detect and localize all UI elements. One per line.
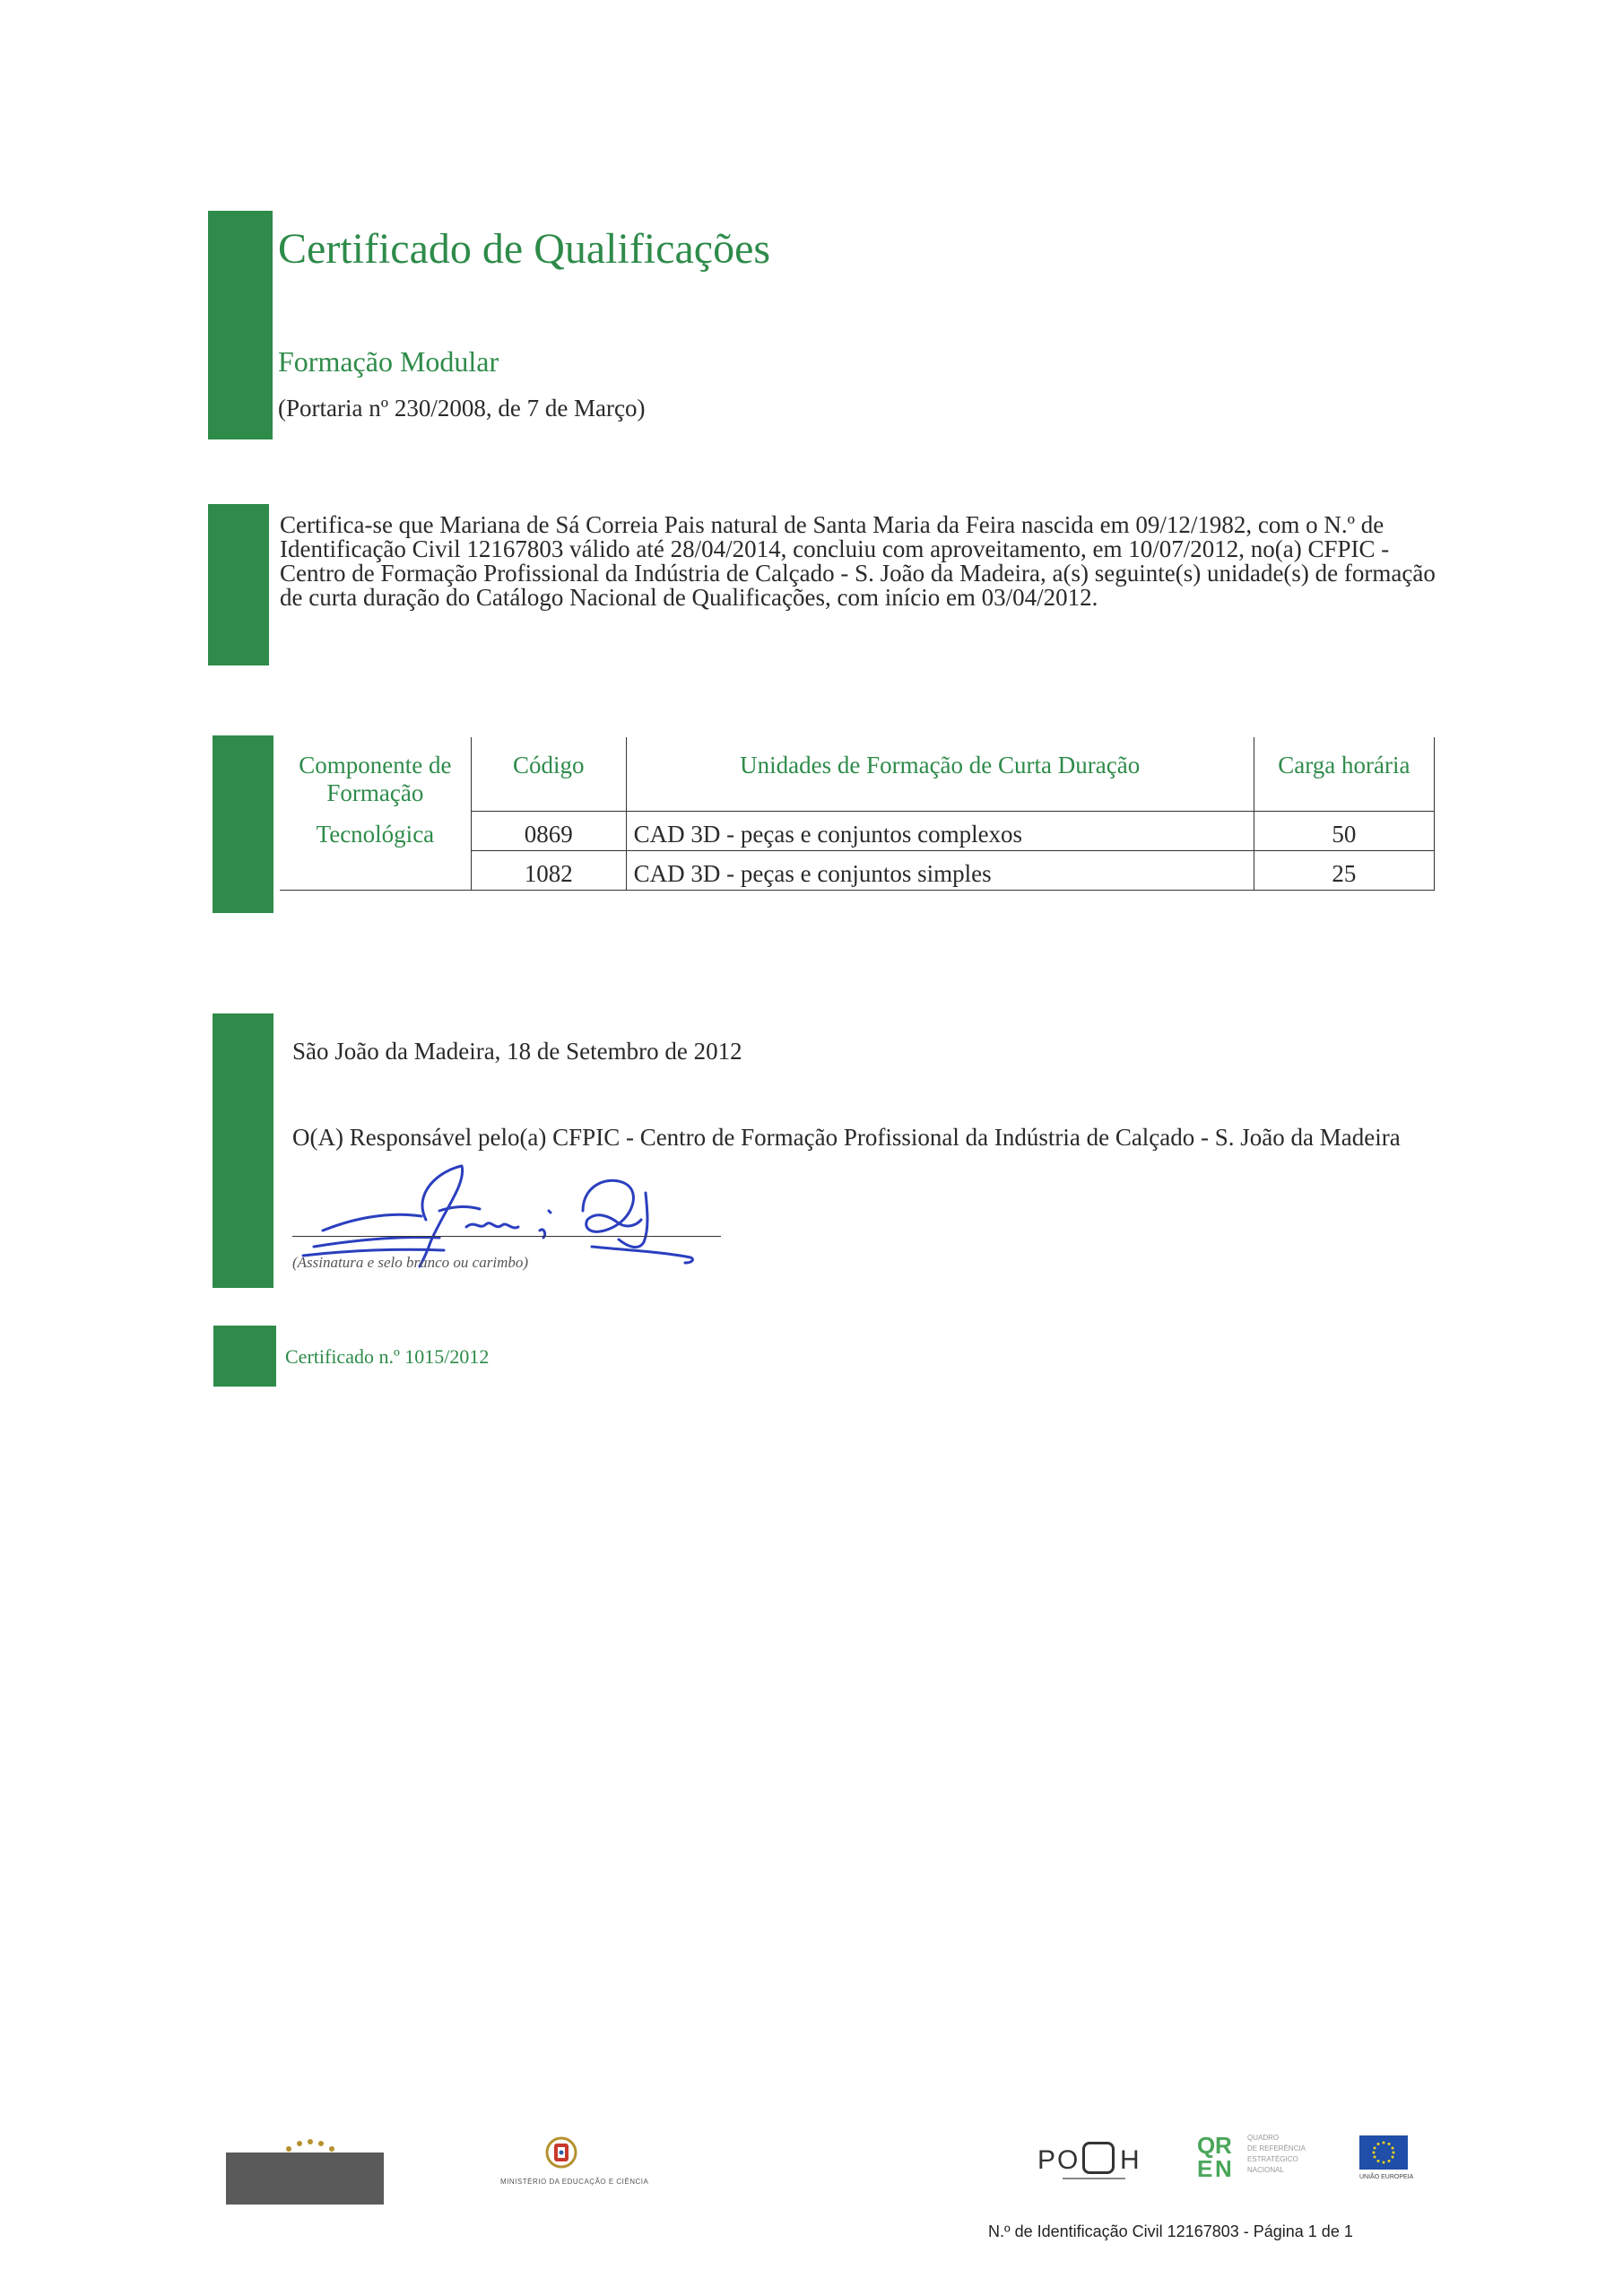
- poph-h: H: [1120, 2145, 1140, 2175]
- component-value: Tecnológica: [316, 820, 435, 848]
- unit-code: 0869: [471, 811, 626, 850]
- eu-flag-icon: [1359, 2135, 1408, 2170]
- signature-accent-bar: [213, 1013, 273, 1288]
- table-accent-bar: [213, 735, 273, 913]
- signature-line: [292, 1236, 721, 1237]
- ministry-label: MINISTÉRIO DA EDUCAÇÃO E CIÊNCIA: [500, 2178, 649, 2186]
- qren-e: E: [1197, 2155, 1213, 2182]
- document-subtitle: Formação Modular: [278, 345, 499, 378]
- footer-id-page: N.º de Identificação Civil 12167803 - Página 1 de 1: [988, 2222, 1353, 2240]
- header-hours: Carga horária: [1254, 737, 1434, 811]
- document-title: Certificado de Qualificações: [278, 225, 771, 273]
- eu-label: UNIÃO EUROPEIA: [1359, 2174, 1414, 2180]
- unit-code: 1082: [471, 850, 626, 890]
- table-row: [280, 850, 1435, 890]
- poph-tagline-line: [1063, 2178, 1125, 2179]
- poph-po: PO: [1037, 2145, 1081, 2175]
- qren-text-2: DE REFERÊNCIA: [1247, 2144, 1306, 2152]
- header-accent-bar: [208, 211, 273, 439]
- certificate-number: Certificado n.º 1015/2012: [285, 1345, 490, 1368]
- certificate-accent-bar: [213, 1326, 276, 1387]
- redacted-logo-block: [226, 2152, 384, 2205]
- unit-hours: 50: [1254, 811, 1434, 850]
- qren-n: N: [1215, 2155, 1232, 2182]
- ministry-emblem-icon: [543, 2133, 579, 2172]
- responsible-entity: O(A) Responsável pelo(a) CFPIC - Centro de Formação Profissional da Indústria de Calçado - S. João da Madeira: [292, 1124, 1401, 1151]
- qren-logo: [1197, 2132, 1341, 2186]
- qren-text-1: QUADRO: [1247, 2134, 1280, 2142]
- poph-p-box: [1082, 2142, 1115, 2174]
- unit-name: CAD 3D - peças e conjuntos simples: [626, 850, 1254, 890]
- header-code: Código: [471, 737, 626, 811]
- header-component: Componente de Formação: [299, 752, 452, 806]
- table-row: [280, 811, 1435, 850]
- portaria-reference: (Portaria nº 230/2008, de 7 de Março): [278, 395, 646, 422]
- poph-logo: [1037, 2142, 1154, 2178]
- training-units-table: [280, 737, 1435, 891]
- qren-text-4: NACIONAL: [1247, 2166, 1284, 2174]
- component-empty: [280, 850, 471, 890]
- header-units: Unidades de Formação de Curta Duração: [626, 737, 1254, 811]
- qren-r: R: [1215, 2132, 1232, 2159]
- coat-of-arms-icon: [278, 2133, 341, 2156]
- certification-statement: Certifica-se que Mariana de Sá Correia Pais natural de Santa Maria da Feira nascida em 09/12/1982, com o N.º de Identificação Civil 12167803 válido até 28/04/2014, concluiu com aproveitamento, em 10/07/2012, no(a) CFPIC - Centro de Formação Profissional da Indústria de Calçado - S. João da Madeira, a(s) seguinte(s) unidade(s) de formação de curta duração do Catálogo Nacional de Qualificações, com início em 03/04/2012.: [280, 511, 1436, 611]
- place-and-date: São João da Madeira, 18 de Setembro de 2012: [292, 1038, 742, 1065]
- qren-text-3: ESTRATÉGICO: [1247, 2155, 1298, 2163]
- unit-name: CAD 3D - peças e conjuntos complexos: [626, 811, 1254, 850]
- body-accent-bar: [208, 504, 269, 665]
- table-header-row: [280, 737, 1435, 811]
- qren-q: Q: [1197, 2132, 1216, 2159]
- unit-hours: 25: [1254, 850, 1434, 890]
- signature-caption: (Assinatura e selo branco ou carimbo): [292, 1254, 529, 1271]
